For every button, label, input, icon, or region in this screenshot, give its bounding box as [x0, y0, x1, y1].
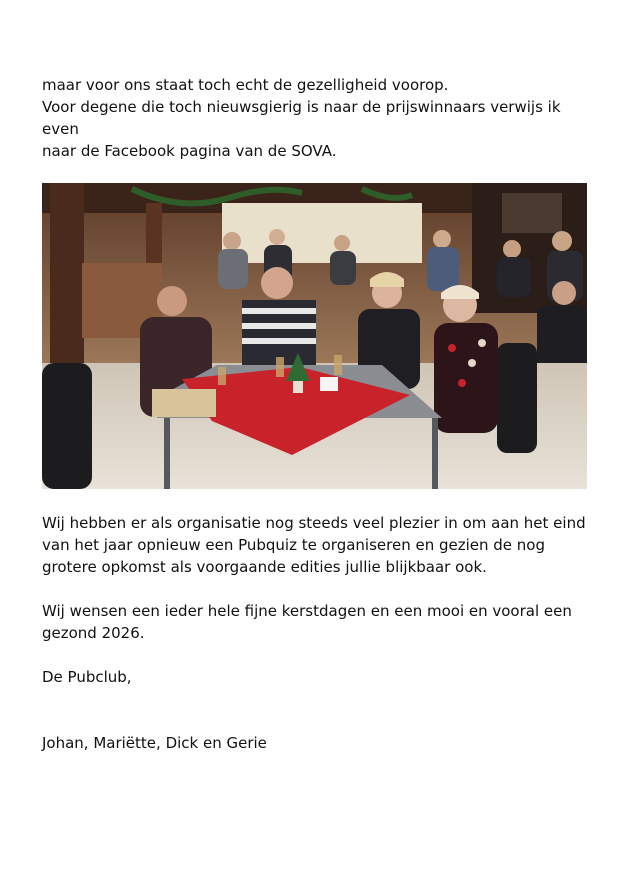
intro-line-3: naar de Facebook pagina van de SOVA. [42, 142, 337, 160]
body-line-3: grotere opkomst als voorgaande edities jullie blijkbaar ook. [42, 558, 487, 576]
signatures: Johan, Mariëtte, Dick en Gerie [42, 734, 267, 752]
intro-line-1: maar voor ons staat toch echt de gezelligheid voorop. [42, 76, 449, 94]
wishes-paragraph [42, 600, 602, 644]
body-line-2: van het jaar opnieuw een Pubquiz te organiseren en gezien de nog [42, 536, 545, 554]
intro-line-2: Voor degene die toch nieuwsgierig is naar de prijswinnaars verwijs ik even [42, 98, 561, 138]
body-paragraph [42, 512, 602, 578]
group-photo [42, 183, 587, 489]
wish-line-1: Wij wensen een ieder hele fijne kerstdagen en een mooi en vooral een [42, 602, 572, 620]
wish-line-2: gezond 2026. [42, 624, 145, 642]
body-line-1: Wij hebben er als organisatie nog steeds veel plezier in om aan het eind [42, 514, 586, 532]
intro-paragraph [42, 74, 602, 162]
closing-line: De Pubclub, [42, 668, 132, 686]
